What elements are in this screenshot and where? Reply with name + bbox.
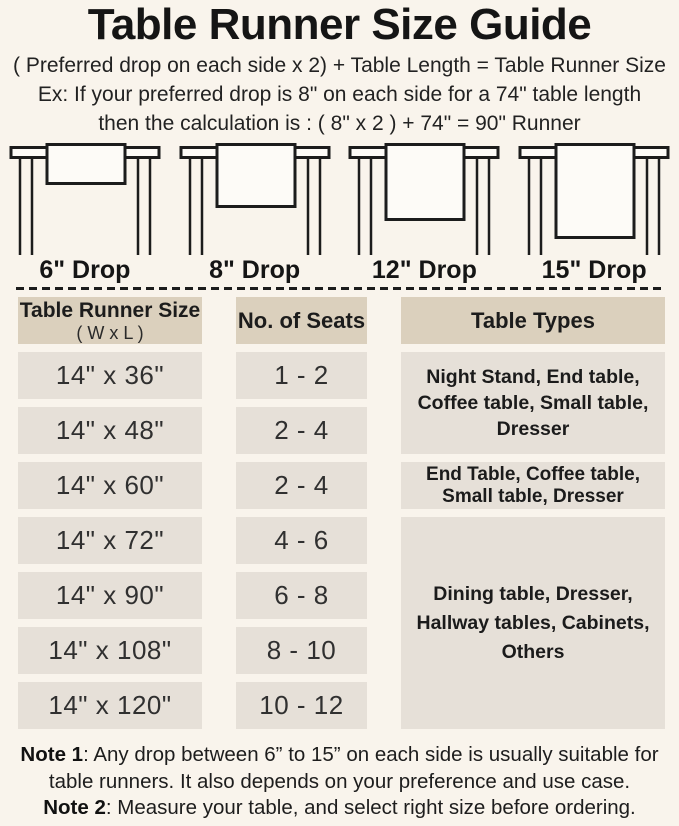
header-runner-size-line2: ( W x L ) [76,322,144,343]
size-table [18,297,665,729]
figure-6-inch-drop [0,143,170,286]
drop-label-12: 12" Drop [371,256,477,284]
table-with-runner-6-inch-drop-icon [0,143,170,255]
seats-cell-row5: 6 - 8 [236,572,367,619]
size-cell-14x48: 14" x 48" [18,407,202,454]
size-cell-14x120: 14" x 120" [18,682,202,729]
table-with-runner-8-inch-drop-icon [170,143,340,255]
drop-label-6: 6" Drop [39,256,131,284]
note-2 [0,795,679,822]
table-with-runner-12-inch-drop-icon [339,143,509,255]
drop-label-15: 15" Drop [541,256,647,284]
figure-8-inch-drop [170,143,340,286]
page-title: Table Runner Size Guide [87,0,592,49]
header-runner-size-line1: Table Runner Size [19,298,201,322]
formula-line: ( Preferred drop on each side x 2) + Table Length = Table Runner Size [13,54,666,77]
types-cell-large-tables: Dining table, Dresser, Hallway tables, Cabinets, Others [401,517,665,729]
header-seats: No. of Seats [236,297,367,344]
seats-cell-row7: 10 - 12 [236,682,367,729]
dashed-divider [16,287,665,290]
table-with-runner-15-inch-drop-icon [509,143,679,255]
size-cell-14x72: 14" x 72" [18,517,202,564]
figure-12-inch-drop [340,143,510,286]
drop-label-8: 8" Drop [209,256,301,284]
size-cell-14x36: 14" x 36" [18,352,202,399]
types-cell-small-tables: Night Stand, End table, Coffee table, Small table, Dresser [401,352,665,454]
example-line-1: Ex: If your preferred drop is 8" on each side for a 74" table length [37,83,642,106]
seats-cell-row6: 8 - 10 [236,627,367,674]
example-line-2: then the calculation is : ( 8" x 2 ) + 74" = 90" Runner [98,112,581,135]
size-cell-14x90: 14" x 90" [18,572,202,619]
seats-cell-row1: 1 - 2 [236,352,367,399]
header-table-types: Table Types [401,297,665,344]
size-cell-14x108: 14" x 108" [18,627,202,674]
seats-cell-row4: 4 - 6 [236,517,367,564]
seats-cell-row3: 2 - 4 [236,462,367,509]
header-runner-size [18,297,202,344]
note-1 [0,742,679,795]
drop-illustrations [0,143,679,286]
note-2-label: Note 2 [43,796,106,819]
notes-section [0,742,679,822]
note-1-text: : Any drop between 6” to 15” on each side is usually suitable for table runners. It also depends on your preference and use case. [48,743,659,793]
types-cell-medium-tables: End Table, Coffee table, Small table, Dresser [401,462,665,509]
note-2-text: : Measure your table, and select right size before ordering. [105,796,636,819]
note-1-label: Note 1 [20,743,84,766]
size-cell-14x60: 14" x 60" [18,462,202,509]
figure-15-inch-drop [509,143,679,286]
seats-cell-row2: 2 - 4 [236,407,367,454]
